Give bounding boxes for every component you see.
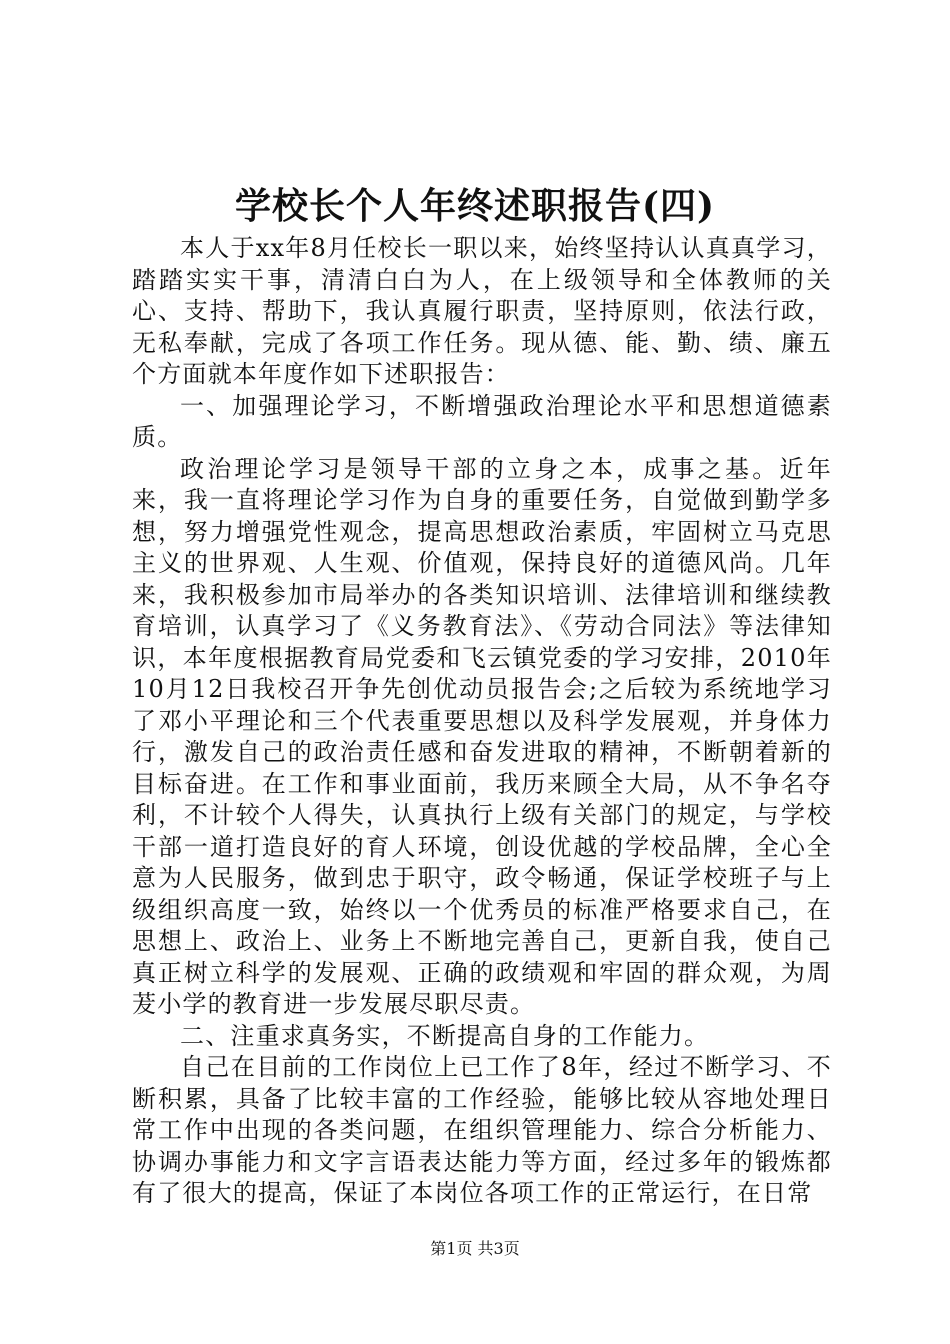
document-title: 学校长个人年终述职报告(四) (234, 185, 716, 227)
paragraph-intro: 本人于xx年8月任校长一职以来，始终坚持认认真真学习，踏踏实实干事，清清白白为人，在上级领导和全体教师的关心、支持、帮助下，我认真履行职责，坚持原则，依法行政，无私奉献，完成了各项工作任务。现从德、能、勤、绩、廉五个方面就本年度作如下述职报告： (132, 234, 832, 388)
page-footer: 第1页 共3页 (430, 1239, 520, 1258)
paragraph-work-ability: 自己在目前的工作岗位上已工作了8年，经过不断学习、不断积累，具备了比较丰富的工作经验，能够比较从容地处理日常工作中出现的各类问题，在组织管理能力、综合分析能力、协调办事能力和文字言语表达能力等方面，经过多年的锻炼都有了很大的提高，保证了本岗位各项工作的正常运行，在日常 (132, 1053, 832, 1207)
section-heading-1: 一、加强理论学习，不断增强政治理论水平和思想道德素质。 (132, 391, 832, 451)
document-body (132, 233, 832, 1210)
section-heading-2: 二、注重求真务实，不断提高自身的工作能力。 (180, 1021, 710, 1050)
paragraph-theory-study: 政治理论学习是领导干部的立身之本，成事之基。近年来，我一直将理论学习作为自身的重要任务，自觉做到勤学多想，努力增强党性观念，提高思想政治素质，牢固树立马克思主义的世界观、人生观、价值观，保持良好的道德风尚。几年来，我积极参加市局举办的各类知识培训、法律培训和继续教育培训，认真学习了《义务教育法》、《劳动合同法》等法律知识，本年度根据教育局党委和飞云镇党委的学习安排，2010年10月12日我校召开争先创优动员报告会;之后较为系统地学习了邓小平理论和三个代表重要思想以及科学发展观，并身体力行，激发自己的政治责任感和奋发进取的精神，不断朝着新的目标奋进。在工作和事业面前，我历来顾全大局，从不争名夺利，不计较个人得失，认真执行上级有关部门的规定，与学校干部一道打造良好的育人环境，创设优越的学校品牌，全心全意为人民服务，做到忠于职守，政令畅通，保证学校班子与上级组织高度一致，始终以一个优秀员的标准严格要求自己，在思想上、政治上、业务上不断地完善自己，更新自我，使自己真正树立科学的发展观、正确的政绩观和牢固的群众观，为周茇小学的教育进一步发展尽职尽责。 (132, 454, 832, 1018)
